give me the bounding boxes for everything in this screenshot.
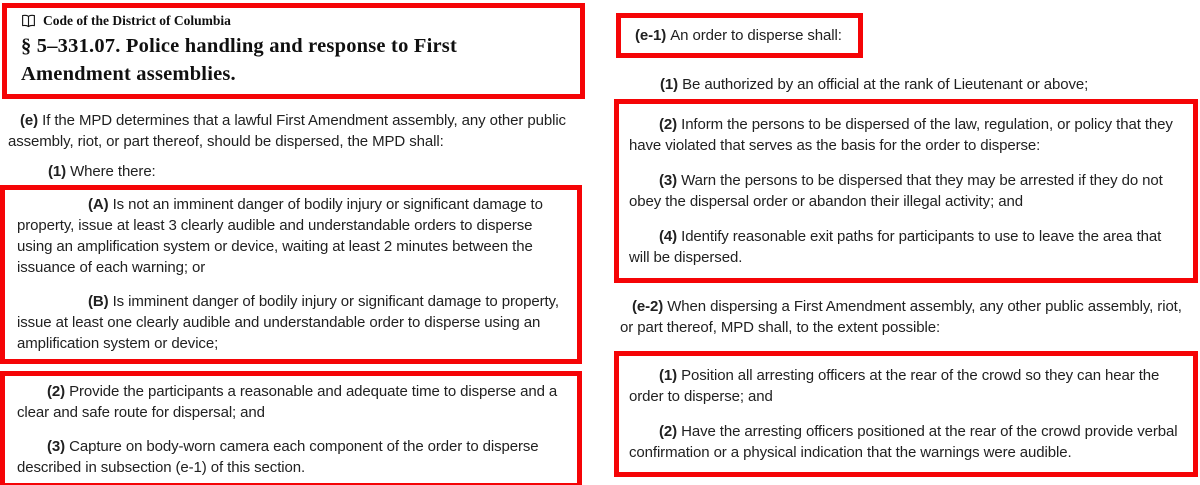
paragraph-A — [17, 194, 565, 278]
paragraph-B-marker: (B) — [88, 293, 109, 310]
paragraph-e1-1-marker: (1) — [660, 76, 679, 93]
paragraph-e2-1-text: Position all arresting officers at the rear of the crowd so they can hear the order to disperse; and — [629, 367, 1160, 405]
paragraph-e1-3 — [629, 170, 1183, 212]
paragraph-e2-2-text: Have the arresting officers positioned at the rear of the crowd provide verbal confirmation or a physical indication that the warnings were audible. — [629, 423, 1178, 461]
paragraph-e1-4-marker: (4) — [659, 228, 678, 245]
paragraph-A-text: Is not an imminent danger of bodily injury or significant damage to property, issue at least 3 clearly audible and understandable orders to disperse using an amplification system or device, waiting at least 2 minutes between the issuance of each warning; or — [17, 196, 543, 276]
paragraph-e2-1 — [629, 365, 1183, 407]
paragraph-1-text: Where there: — [70, 163, 156, 180]
paragraph-2 — [17, 381, 565, 423]
paragraph-e-text: If the MPD determines that a lawful First Amendment assembly, any other public assembly, riot, or part thereof, should be dispersed, the MPD shall: — [8, 112, 566, 150]
annotation-box-2-3-4 — [614, 99, 1198, 283]
left-column — [0, 0, 585, 485]
code-kicker-label: Code of the District of Columbia — [43, 13, 231, 28]
paragraph-e1-2 — [629, 114, 1183, 156]
open-book-icon — [21, 14, 36, 28]
paragraph-e1-4-text: Identify reasonable exit paths for participants to use to leave the area that will be dispersed. — [629, 228, 1162, 266]
paragraph-e1-1-text: Be authorized by an official at the rank of Lieutenant or above; — [682, 76, 1089, 93]
paragraph-e2-1-marker: (1) — [659, 367, 678, 384]
code-kicker — [21, 12, 564, 29]
paragraph-e1-marker: (e-1) — [635, 27, 667, 44]
paragraph-3 — [17, 436, 565, 478]
annotation-box-e1 — [616, 13, 863, 58]
annotation-box-e2-1-2 — [614, 351, 1198, 477]
paragraph-e1-text: An order to disperse shall: — [670, 27, 842, 44]
paragraph-e2-marker: (e-2) — [632, 298, 664, 315]
annotation-box-2-3 — [0, 371, 582, 485]
paragraph-e1-1 — [614, 74, 1198, 95]
paragraph-B-text: Is imminent danger of bodily injury or significant damage to property, issue at least one clearly audible and understandable order to disperse using an amplification system or device; — [17, 293, 559, 352]
paragraph-3-text: Capture on body-worn camera each component of the order to disperse described in subsection (e-1) of this section. — [17, 438, 539, 476]
paragraph-e2-text: When dispersing a First Amendment assembly, any other public assembly, riot, or part thereof, MPD shall, to the extent possible: — [620, 298, 1182, 336]
annotation-box-a-b — [0, 185, 582, 364]
paragraph-B — [17, 291, 565, 354]
paragraph-e-marker: (e) — [20, 112, 39, 129]
right-column — [614, 0, 1198, 477]
section-heading-line-2: Amendment assemblies. — [21, 62, 236, 85]
paragraph-e1-2-marker: (2) — [659, 116, 678, 133]
paragraph-2-text: Provide the participants a reasonable and adequate time to disperse and a clear and safe route for dispersal; and — [17, 383, 558, 421]
paragraph-e2 — [614, 296, 1198, 338]
paragraph-e2-2 — [629, 421, 1183, 463]
paragraph-A-marker: (A) — [88, 196, 109, 213]
section-heading-line-1: § 5–331.07. Police handling and response to First — [21, 35, 457, 57]
paragraph-e — [0, 110, 585, 152]
paragraph-1 — [0, 161, 585, 182]
paragraph-e1-3-text: Warn the persons to be dispersed that they may be arrested if they do not obey the dispersal order or abandon their illegal activity; and — [629, 172, 1163, 210]
paragraph-2-marker: (2) — [47, 383, 66, 400]
paragraph-3-marker: (3) — [47, 438, 66, 455]
paragraph-e1-2-text: Inform the persons to be dispersed of the law, regulation, or policy that they have violated that serves as the basis for the order to disperse: — [629, 116, 1173, 154]
paragraph-e1-4 — [629, 226, 1183, 268]
title-annotation-box — [2, 3, 585, 99]
paragraph-1-marker: (1) — [48, 163, 67, 180]
paragraph-e2-2-marker: (2) — [659, 423, 678, 440]
paragraph-e1 — [635, 25, 842, 46]
section-heading — [21, 33, 564, 88]
paragraph-e1-3-marker: (3) — [659, 172, 678, 189]
